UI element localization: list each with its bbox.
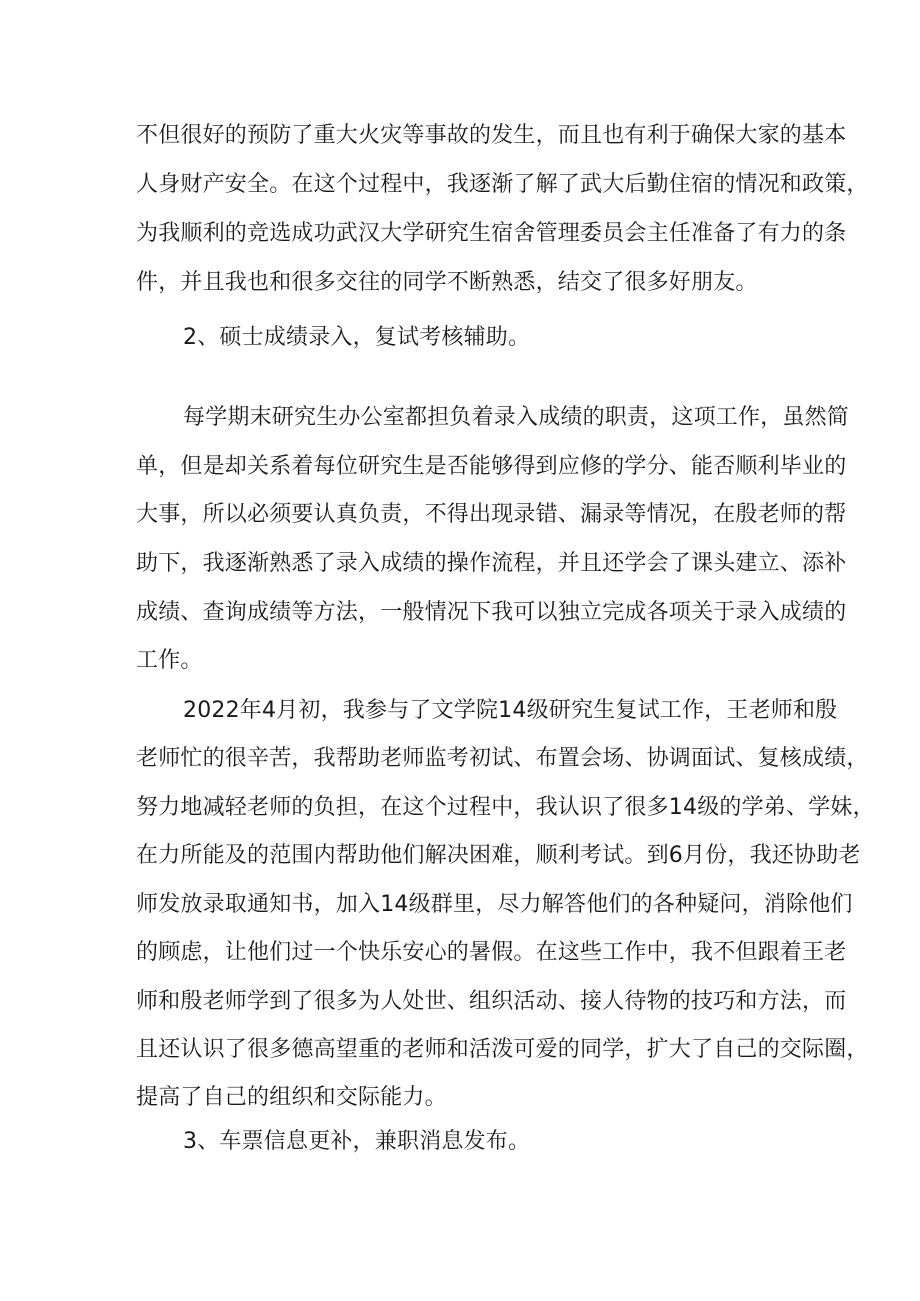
- paragraph-3-line-4: 在力所能及的范围内帮助他们解决困难，顺利考试。到6月份，我还协助老: [136, 843, 861, 868]
- paragraph-2-line-5: 成绩、查询成绩等方法，一般情况下我可以独立完成各项关于录入成绩的: [136, 600, 847, 625]
- paragraph-3-line-1: 2022年4月初，我参与了文学院14级研究生复试工作，王老师和殷: [183, 698, 838, 723]
- paragraph-2-line-6: 工作。: [136, 648, 203, 673]
- paragraph-3-line-2: 老师忙的很辛苦，我帮助老师监考初试、布置会场、协调面试、复核成绩，: [136, 746, 869, 771]
- section-heading-3: 3、车票信息更补，兼职消息发布。: [183, 1129, 531, 1154]
- paragraph-2-line-4: 助下，我逐渐熟悉了录入成绩的操作流程，并且还学会了课头建立、添补: [136, 551, 847, 576]
- paragraph-3-line-3: 努力地减轻老师的负担，在这个过程中，我认识了很多14级的学弟、学妹，: [136, 795, 875, 820]
- paragraph-2-line-3: 大事，所以必须要认真负责，不得出现录错、漏录等情况，在殷老师的帮: [136, 502, 847, 527]
- paragraph-3-line-6: 的顾虑，让他们过一个快乐安心的暑假。在这些工作中，我不但跟着王老: [136, 940, 847, 965]
- paragraph-2-line-2: 单，但是却关系着每位研究生是否能够得到应修的学分、能否顺利毕业的: [136, 454, 847, 479]
- paragraph-1-line-1: 不但很好的预防了重大火灾等事故的发生，而且也有利于确保大家的基本: [136, 123, 847, 148]
- paragraph-3-line-9: 提高了自己的组织和交际能力。: [136, 1085, 447, 1110]
- paragraph-1-line-2: 人身财产安全。在这个过程中，我逐渐了解了武大后勤住宿的情况和政策，: [136, 172, 869, 197]
- paragraph-3-line-7: 师和殷老师学到了很多为人处世、组织活动、接人待物的技巧和方法，而: [136, 989, 847, 1014]
- paragraph-1-line-4: 件，并且我也和很多交往的同学不断熟悉，结交了很多好朋友。: [136, 270, 758, 295]
- paragraph-3-line-8: 且还认识了很多德高望重的老师和活泼可爱的同学，扩大了自己的交际圈，: [136, 1037, 869, 1062]
- paragraph-3-line-5: 师发放录取通知书，加入14级群里，尽力解答他们的各种疑问，消除他们: [136, 892, 853, 917]
- paragraph-2-line-1: 每学期末研究生办公室都担负着录入成绩的职责，这项工作，虽然简: [183, 405, 850, 430]
- paragraph-1-line-3: 为我顺利的竞选成功武汉大学研究生宿舍管理委员会主任准备了有力的条: [136, 221, 847, 246]
- section-heading-2: 2、硕士成绩录入，复试考核辅助。: [183, 325, 531, 350]
